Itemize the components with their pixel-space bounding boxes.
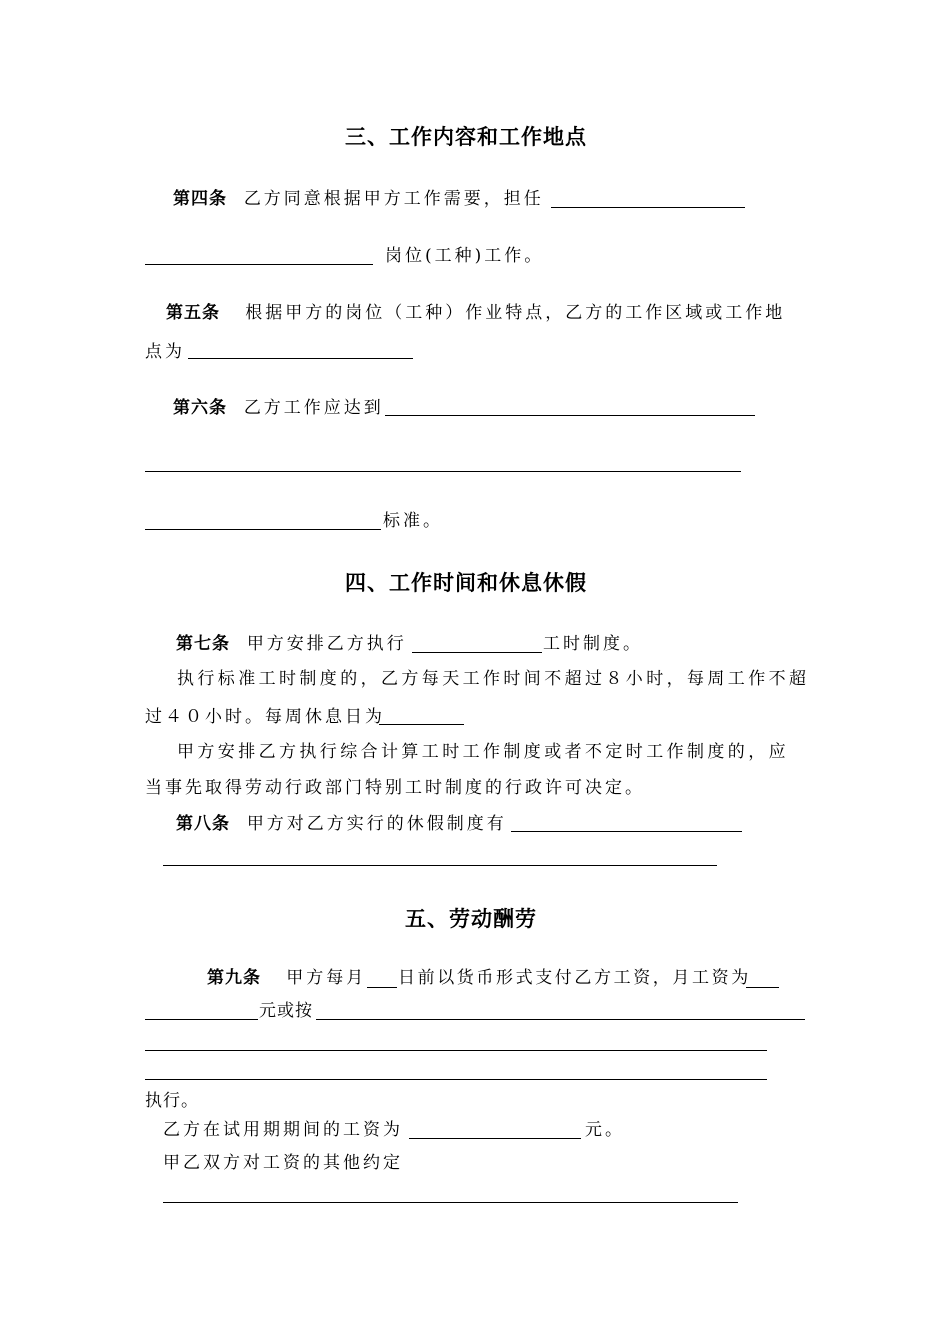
clause-4-line-2: 岗位(工种)工作。	[385, 246, 545, 266]
blank-line	[316, 1019, 805, 1020]
blank-line	[746, 987, 779, 988]
clause-9-text-2: 日前以货币形式支付乙方工资，月工资为	[398, 968, 751, 988]
blank-line	[145, 1079, 767, 1080]
clause-9-text-4: 执行。	[145, 1091, 199, 1111]
section-title-4: 四、工作时间和休息休假	[345, 571, 587, 595]
blank-line	[145, 471, 741, 472]
clause-7-para-2-line-2: 当事先取得劳动行政部门特别工时制度的行政许可决定。	[145, 778, 645, 798]
other-wage-terms-label: 甲乙双方对工资的其他约定	[163, 1153, 403, 1173]
clause-5-line-2: 点为	[145, 342, 185, 362]
blank-line	[145, 529, 381, 530]
clause-5-line-1	[166, 303, 785, 323]
clause-9-text: 甲方每月	[286, 968, 367, 988]
clause-7-para-1-line-1: 执行标准工时制度的，乙方每天工作时间不超过８小时，每周工作不超	[177, 669, 810, 689]
clause-6-line-3: 标准。	[383, 511, 443, 531]
clause-7-text: 甲方安排乙方执行	[246, 634, 407, 654]
blank-line	[385, 415, 755, 416]
clause-7-para-2-line-1: 甲方安排乙方执行综合计算工时工作制度或者不定时工作制度的，应	[177, 742, 789, 762]
blank-line	[412, 652, 542, 653]
clause-6-text: 乙方工作应达到	[243, 398, 384, 418]
blank-line	[379, 724, 464, 725]
blank-line	[145, 1019, 258, 1020]
blank-line	[188, 358, 413, 359]
clause-9-label: 第九条	[207, 968, 261, 988]
clause-5-text: 根据甲方的岗位（工种）作业特点，乙方的工作区域或工作地	[245, 303, 786, 323]
clause-7-label: 第七条	[176, 634, 230, 654]
clause-6-line-1	[173, 398, 384, 418]
blank-line	[409, 1138, 581, 1139]
probation-wage-label: 乙方在试用期期间的工资为	[163, 1120, 403, 1140]
probation-wage-unit: 元。	[585, 1120, 625, 1140]
blank-line	[511, 831, 742, 832]
clause-8-line-1	[176, 814, 507, 834]
blank-line	[367, 987, 397, 988]
clause-6-label: 第六条	[173, 398, 227, 418]
clause-8-text: 甲方对乙方实行的休假制度有	[246, 814, 507, 834]
clause-4-text: 乙方同意根据甲方工作需要，担任	[243, 189, 544, 209]
blank-line	[145, 264, 373, 265]
blank-line	[551, 207, 745, 208]
blank-line	[145, 1050, 767, 1051]
clause-9-line-1	[207, 968, 366, 988]
clause-4-label: 第四条	[173, 189, 227, 209]
clause-7-line-1	[176, 634, 407, 654]
clause-8-label: 第八条	[176, 814, 230, 834]
clause-5-label: 第五条	[166, 303, 220, 323]
blank-line	[163, 865, 717, 866]
blank-line	[163, 1202, 738, 1203]
clause-7-para-1-line-2: 过４０小时。每周休息日为	[145, 707, 385, 727]
clause-9-text-3: 元或按	[259, 1001, 313, 1021]
clause-7-text-2: 工时制度。	[543, 634, 643, 654]
section-title-5: 五、劳动酬劳	[405, 907, 537, 931]
section-title-3: 三、工作内容和工作地点	[345, 125, 587, 149]
clause-4-line-1	[173, 189, 544, 209]
